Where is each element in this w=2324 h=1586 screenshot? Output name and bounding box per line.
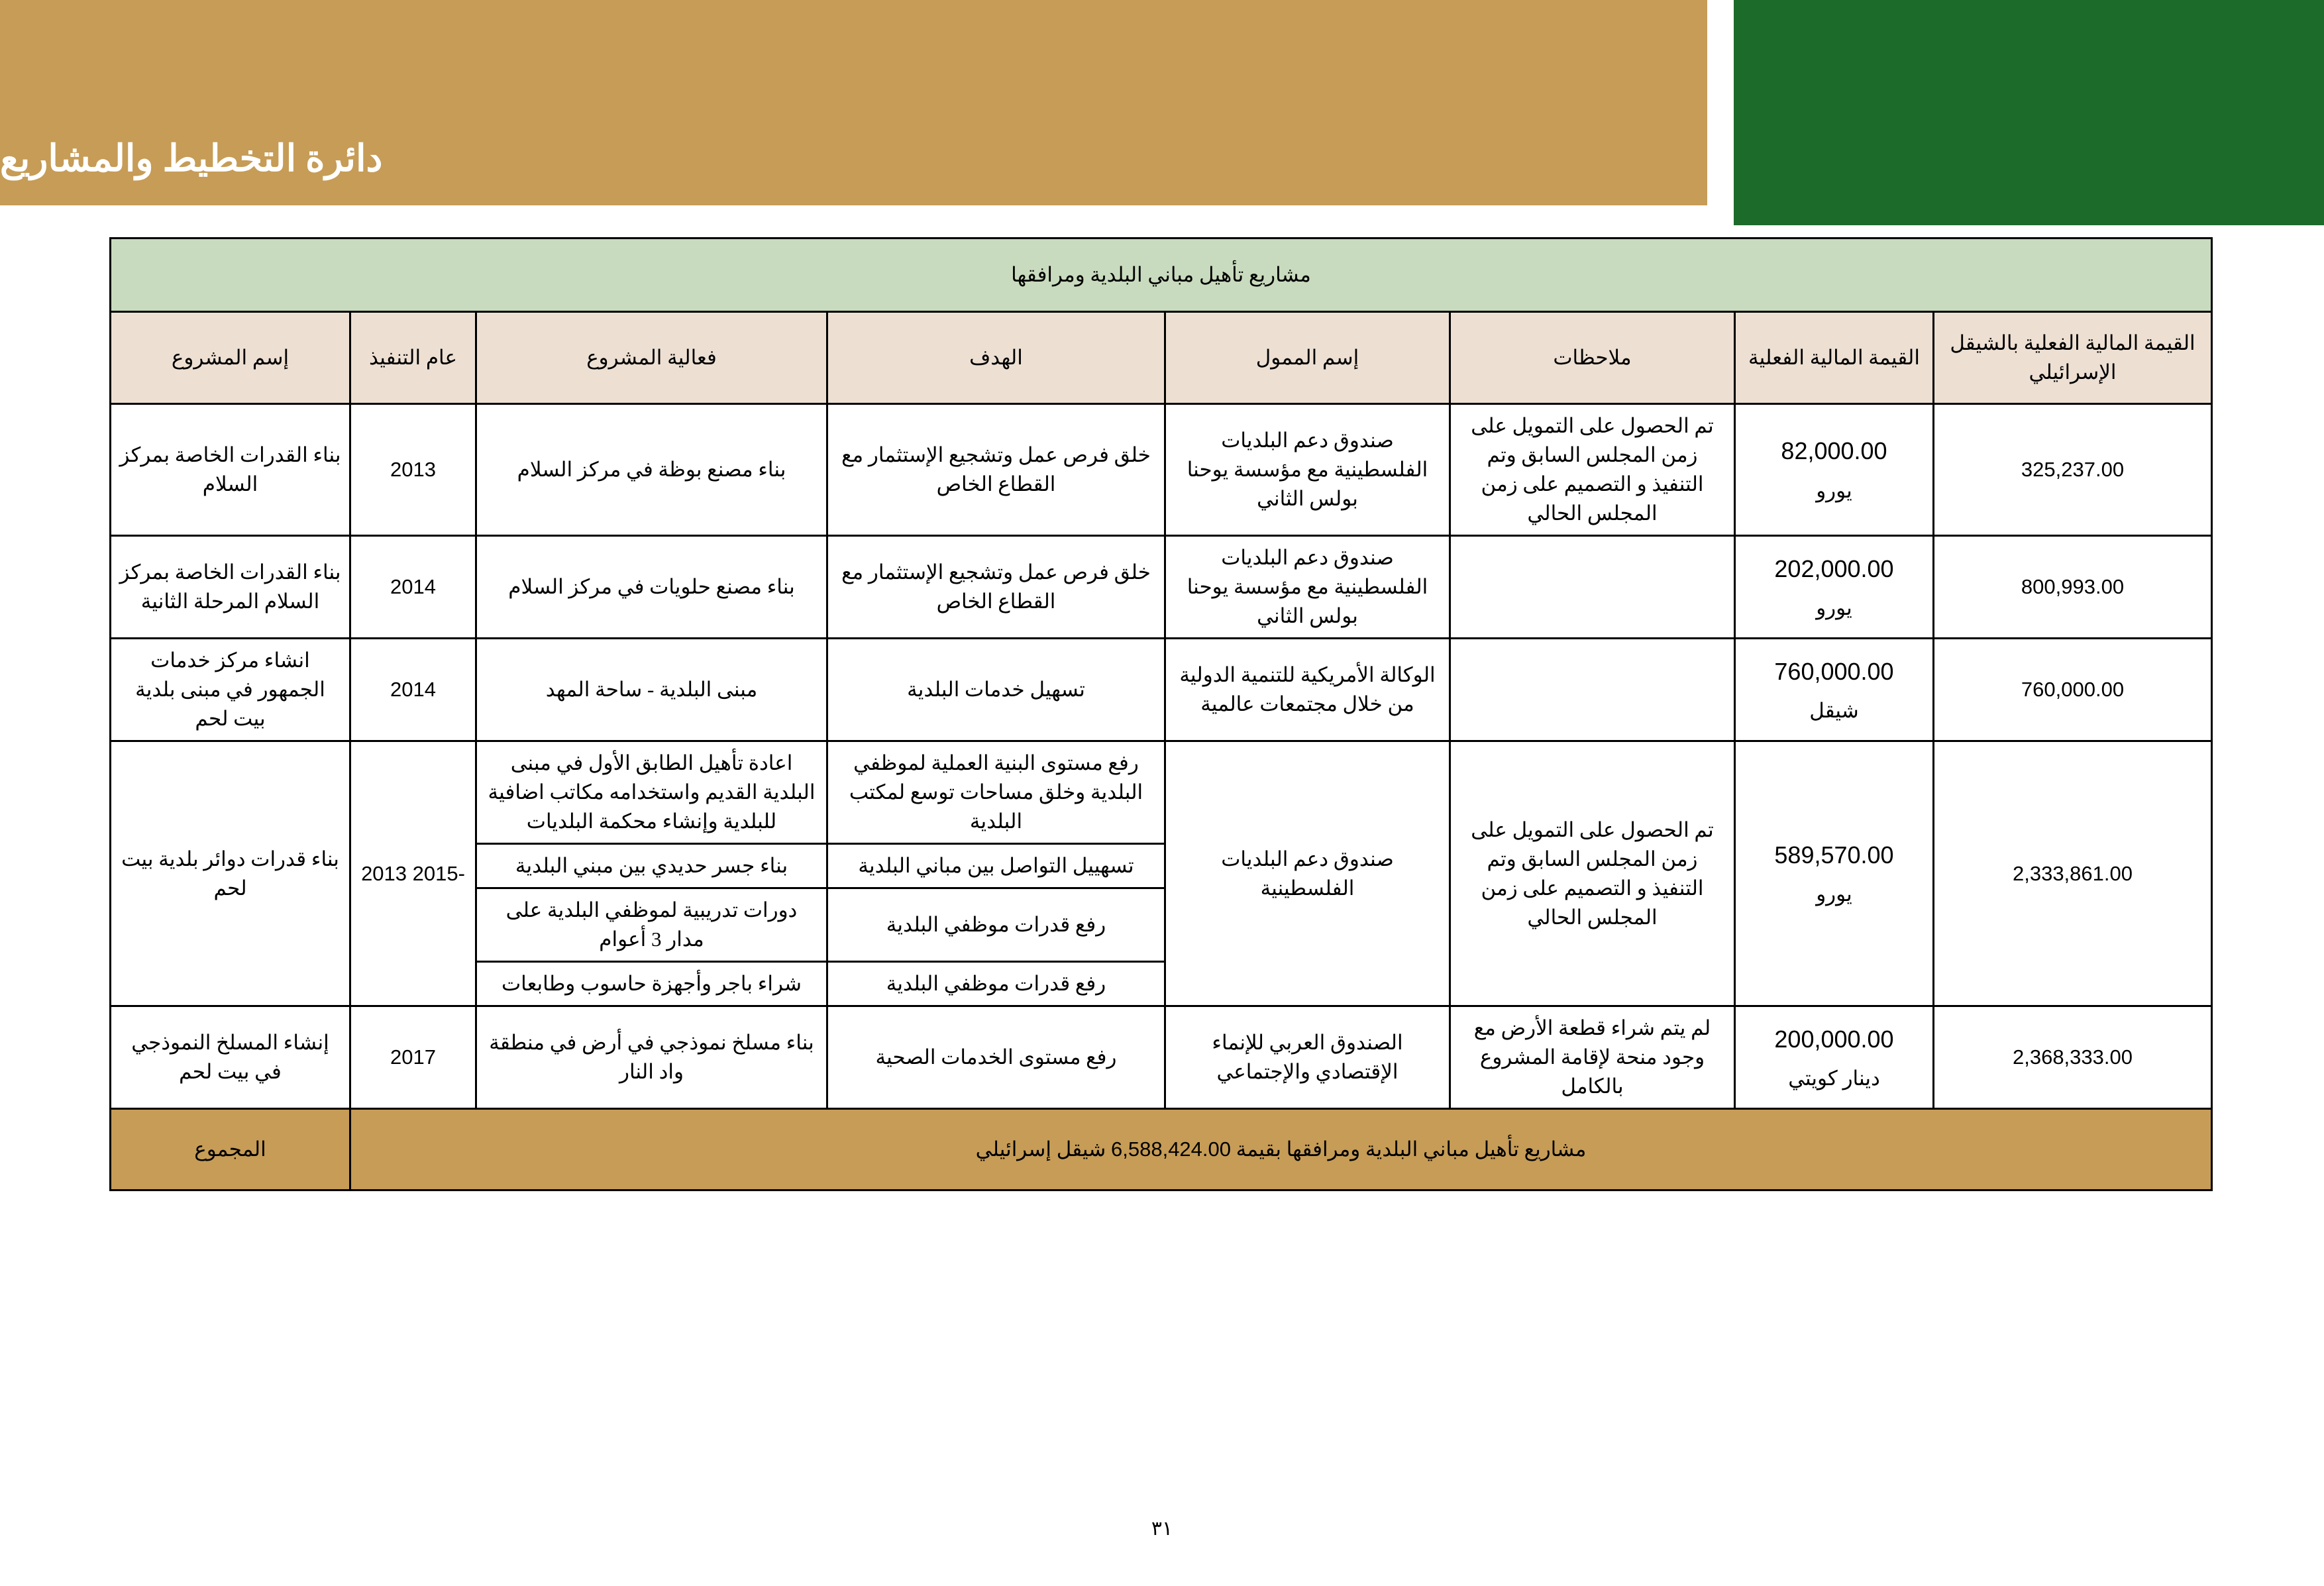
cell-actual-value-ils: 2,368,333.00 [1934, 1006, 2212, 1109]
cell-actual-value [1735, 1006, 1934, 1109]
cell-activity: اعادة تأهيل الطابق الأول في مبنى البلدية القديم واستخدامه مكاتب اضافية للبلدية وإنشاء محكمة البلديات [476, 741, 827, 844]
column-header-activity: فعالية المشروع [476, 312, 827, 404]
column-header-project: إسم المشروع [110, 312, 350, 404]
banner-green-block [1734, 0, 2324, 225]
total-suffix: شيقل إسرائيلي [975, 1137, 1111, 1161]
cell-activity: مبنى البلدية - ساحة المهد [476, 639, 827, 741]
total-prefix: مشاريع تأهيل مباني البلدية ومرافقها بقيمة [1231, 1137, 1587, 1161]
table-row [110, 536, 2211, 639]
column-header-funder: إسم الممول [1165, 312, 1450, 404]
cell-actual-amount: 200,000.00 [1774, 1025, 1894, 1053]
column-header-goal: الهدف [827, 312, 1165, 404]
cell-actual-currency: يورو [1816, 596, 1852, 619]
cell-actual-amount: 589,570.00 [1774, 841, 1894, 869]
cell-actual-amount: 202,000.00 [1774, 555, 1894, 582]
total-label: المجموع [110, 1109, 350, 1190]
table-row [110, 404, 2211, 536]
cell-notes: تم الحصول على التمويل على زمن المجلس السابق وتم التنفيذ و التصميم على زمن المجلس الحالي [1450, 404, 1735, 536]
cell-notes [1450, 536, 1735, 639]
table-row [110, 741, 2211, 844]
department-title-area [0, 0, 1707, 205]
cell-project: بناء القدرات الخاصة بمركز السلام [110, 404, 350, 536]
department-title: دائرة التخطيط والمشاريع [0, 138, 383, 180]
cell-goal: رفع قدرات موظفي البلدية [827, 888, 1165, 962]
cell-activity: شراء باجر وأجهزة حاسوب وطابعات [476, 962, 827, 1006]
cell-goal: خلق فرص عمل وتشجيع الإستثمار مع القطاع الخاص [827, 404, 1165, 536]
cell-actual-value [1735, 404, 1934, 536]
page-banner [0, 0, 2324, 225]
cell-funder: صندوق دعم البلديات الفلسطينية مع مؤسسة يوحنا بولس الثاني [1165, 536, 1450, 639]
cell-actual-value-ils: 800,993.00 [1934, 536, 2212, 639]
cell-actual-currency: دينار كويتي [1788, 1066, 1880, 1090]
cell-activity: بناء مسلخ نموذجي في أرض في منطقة واد النار [476, 1006, 827, 1109]
table-header-row [110, 312, 2211, 404]
cell-year: 2014 [350, 639, 476, 741]
projects-table-wrapper [111, 237, 2213, 1191]
cell-year: 2017 [350, 1006, 476, 1109]
cell-goal: رفع مستوى الخدمات الصحية [827, 1006, 1165, 1109]
cell-actual-value-ils: 325,237.00 [1934, 404, 2212, 536]
column-header-year: عام التنفيذ [350, 312, 476, 404]
cell-goal: تسهيل خدمات البلدية [827, 639, 1165, 741]
cell-actual-currency: يورو [1816, 882, 1852, 906]
table-title-row [110, 238, 2211, 312]
cell-project: بناء قدرات دوائر بلدية بيت لحم [110, 741, 350, 1006]
cell-notes: لم يتم شراء قطعة الأرض مع وجود منحة لإقامة المشروع بالكامل [1450, 1006, 1735, 1109]
projects-table [109, 237, 2213, 1191]
total-amount: 6,588,424.00 [1111, 1137, 1232, 1161]
table-row [110, 1006, 2211, 1109]
table-total-row [110, 1109, 2211, 1190]
cell-activity: بناء مصنع حلويات في مركز السلام [476, 536, 827, 639]
column-header-notes: ملاحظات [1450, 312, 1735, 404]
cell-goal: خلق فرص عمل وتشجيع الإستثمار مع القطاع الخاص [827, 536, 1165, 639]
cell-actual-amount: 82,000.00 [1781, 437, 1887, 465]
cell-year: 2013 [350, 404, 476, 536]
cell-year: 2014 [350, 536, 476, 639]
column-header-actual-value-ils: القيمة المالية الفعلية بالشيقل الإسرائيلي [1934, 312, 2212, 404]
cell-activity: دورات تدريبية لموظفي البلدية على مدار 3 أعوام [476, 888, 827, 962]
cell-actual-value-ils: 760,000.00 [1934, 639, 2212, 741]
cell-funder: الوكالة الأمريكية للتنمية الدولية من خلال مجتمعات عالمية [1165, 639, 1450, 741]
cell-notes [1450, 639, 1735, 741]
table-row [110, 639, 2211, 741]
cell-actual-value [1735, 639, 1934, 741]
cell-goal: رفع قدرات موظفي البلدية [827, 962, 1165, 1006]
cell-project: إنشاء المسلخ النموذجي في بيت لحم [110, 1006, 350, 1109]
cell-actual-value-ils: 2,333,861.00 [1934, 741, 2212, 1006]
cell-funder: صندوق دعم البلديات الفلسطينية مع مؤسسة يوحنا بولس الثاني [1165, 404, 1450, 536]
cell-actual-value [1735, 536, 1934, 639]
cell-funder: صندوق دعم البلديات الفلسطينية [1165, 741, 1450, 1006]
cell-activity: بناء جسر حديدي بين مبني البلدية [476, 844, 827, 888]
cell-actual-currency: شيقل [1809, 698, 1859, 722]
cell-year: 2013 2015- [350, 741, 476, 1006]
cell-notes: تم الحصول على التمويل على زمن المجلس السابق وتم التنفيذ و التصميم على زمن المجلس الحالي [1450, 741, 1735, 1006]
table-title: مشاريع تأهيل مباني البلدية ومرافقها [110, 238, 2211, 312]
cell-funder: الصندوق العربي للإنماء الإقتصادي والإجتماعي [1165, 1006, 1450, 1109]
page-number: ٣١ [1151, 1518, 1173, 1540]
cell-activity: بناء مصنع بوظة في مركز السلام [476, 404, 827, 536]
cell-actual-currency: يورو [1816, 478, 1852, 502]
cell-goal: رفع مستوى البنية العملية لموظفي البلدية وخلق مساحات توسع لمكتب البلدية [827, 741, 1165, 844]
column-header-actual-value: القيمة المالية الفعلية [1735, 312, 1934, 404]
total-summary-text [350, 1109, 2212, 1190]
cell-goal: تسهييل التواصل بين مباني البلدية [827, 844, 1165, 888]
cell-actual-value [1735, 741, 1934, 1006]
cell-project: انشاء مركز خدمات الجمهور في مبنى بلدية بيت لحم [110, 639, 350, 741]
cell-actual-amount: 760,000.00 [1774, 657, 1894, 685]
cell-project: بناء القدرات الخاصة بمركز السلام المرحلة الثانية [110, 536, 350, 639]
